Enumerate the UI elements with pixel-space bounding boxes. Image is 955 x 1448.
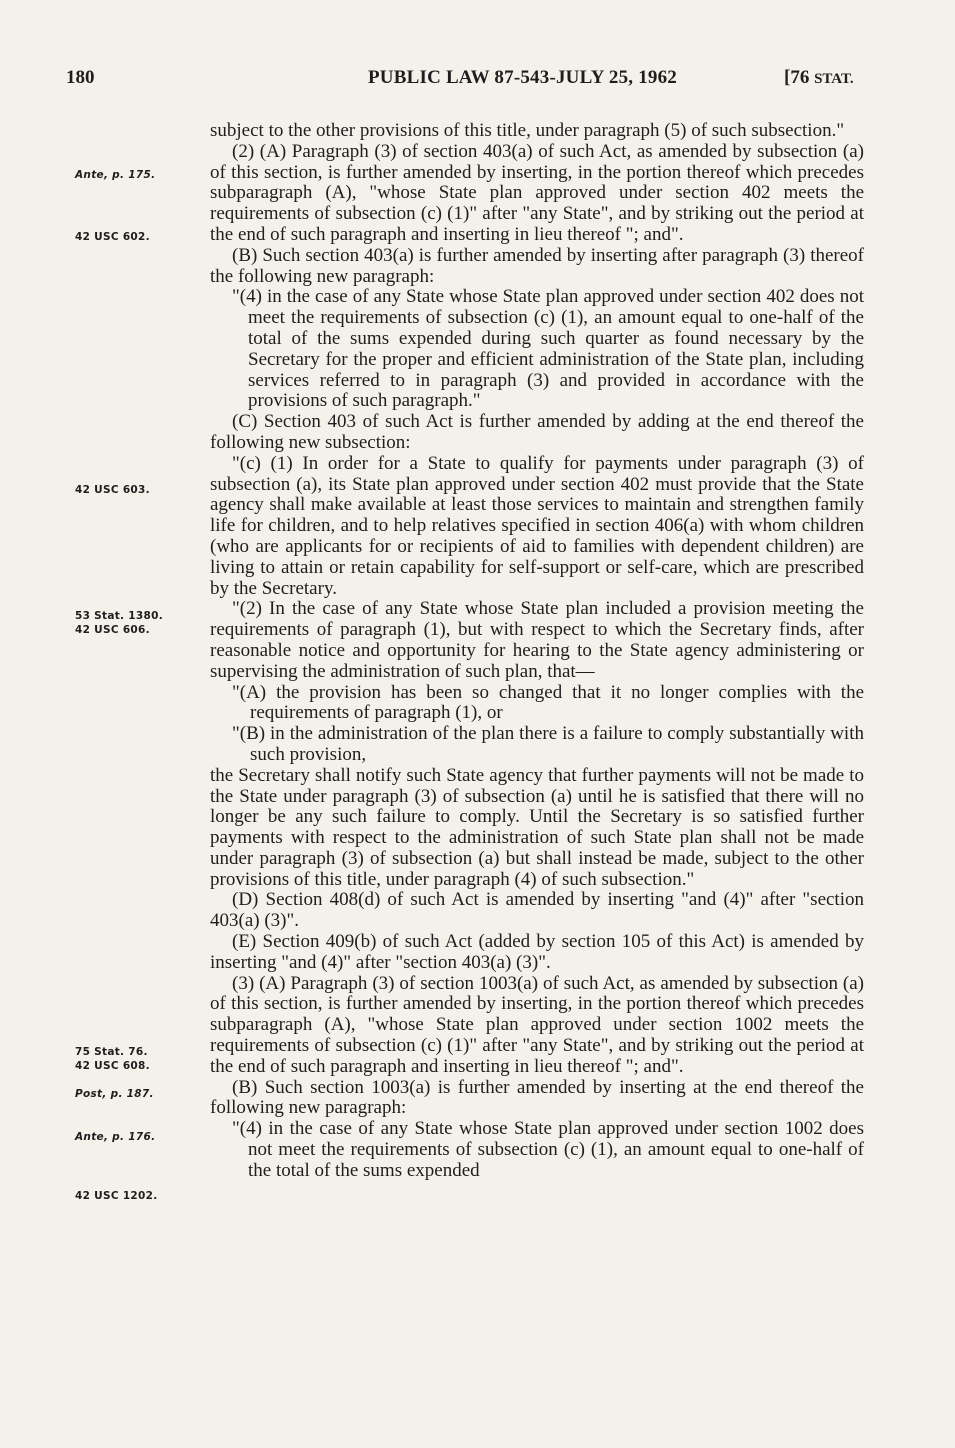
page-number: 180 — [66, 67, 95, 88]
margin-note: Ante, p. 175. — [75, 169, 156, 181]
body-text — [210, 121, 864, 1182]
quoted-clause: "(A) the provision has been so changed that it no longer complies with the requirements of paragraph (1), or — [232, 681, 864, 724]
paragraph: the Secretary shall notify such State agency that further payments will not be made to the State under paragraph (3) of subsection (a) until he is satisfied that there will no longer be any such failure to comply. Until the Secretary is so satisfied further payments with respect to the administration of such State plan shall not be made under paragraph (3) of subsection (a) but shall instead be made, subject to the other provisions of this title, under paragraph (4) of such subsection." — [210, 764, 864, 890]
paragraph: (E) Section 409(b) of such Act (added by section 105 of this Act) is amended by inserting "and (4)" after "section 403(a) (3)". — [210, 931, 864, 973]
paragraph: (D) Section 408(d) of such Act is amended by inserting "and (4)" after "section 403(a) (3)". — [210, 889, 864, 932]
statute-volume-label: STAT. — [814, 71, 854, 87]
statute-volume-number: [76 — [784, 67, 810, 88]
quoted-paragraph: "(4) in the case of any State whose State plan approved under section 402 does not meet the requirements of subsection (c) (1), an amount equal to one-half of the total of the sums expended during such quarter as found necessary by the Secretary for the proper and efficient administration of the State plan, including services referred to in paragraph (3) and provided in accordance with the provisions of such paragraph." — [232, 286, 864, 412]
paragraph: (C) Section 403 of such Act is further amended by adding at the end thereof the following new subsection: — [210, 411, 864, 453]
paragraph: (B) Such section 1003(a) is further amended by inserting at the end thereof the following new paragraph: — [210, 1076, 864, 1119]
statute-volume — [784, 66, 854, 91]
quoted-paragraph: "(4) in the case of any State whose State plan approved under section 1002 does not meet the requirements of subsection (c) (1), an amount equal to one-half of the total of the sums expended — [232, 1118, 864, 1181]
quoted-paragraph: "(2) In the case of any State whose State plan included a provision meeting the requirements of paragraph (1), but with respect to which the Secretary finds, after reasonable notice and opportunity for hearing to the State agency administering or supervising the administration of such plan, that— — [210, 598, 864, 682]
margin-note: 42 USC 603. — [75, 484, 150, 496]
paragraph: (2) (A) Paragraph (3) of section 403(a) of such Act, as amended by subsection (a) of this section, is further amended by inserting, in the portion thereof which precedes subparagraph (A), "whose State plan approved under section 402 meets the requirements of subsection (c) (1)" after "any State", and by striking out the period at the end of such paragraph and inserting in lieu thereof "; and". — [210, 140, 864, 245]
margin-note: 53 Stat. 1380. — [75, 610, 164, 622]
paragraph: (B) Such section 403(a) is further amended by inserting after paragraph (3) thereof the following new paragraph: — [210, 244, 864, 287]
paragraph: subject to the other provisions of this title, under paragraph (5) of such subsection." — [210, 120, 845, 141]
paragraph: (3) (A) Paragraph (3) of section 1003(a) of such Act, as amended by subsection (a) of this section, is further amended by inserting, in the portion thereof which precedes subparagraph (A), "whose State plan approved under section 1002 meets the requirements of subsection (c) (1)" after "any State", and by striking out the period at the end of such paragraph and inserting in lieu thereof "; and". — [210, 972, 864, 1077]
running-title: PUBLIC LAW 87-543-JULY 25, 1962 — [368, 67, 678, 88]
margin-note: 42 USC 1202. — [75, 1190, 158, 1202]
margin-note: 42 USC 608. — [75, 1060, 150, 1072]
margin-note: Ante, p. 176. — [75, 1131, 156, 1143]
margin-note: 42 USC 602. — [75, 231, 150, 243]
margin-note: 42 USC 606. — [75, 624, 150, 636]
margin-note: Post, p. 187. — [75, 1088, 154, 1100]
quoted-paragraph: "(c) (1) In order for a State to qualify for payments under paragraph (3) of subsection (a), its State plan approved under section 402 must provide that the State agency shall make available at least those services to maintain and strengthen family life for children, and to help relatives specified in section 406(a) with whom children (who are applicants for or recipients of aid to families with dependent children) are living to attain or retain capability for self-support or self-care, which are prescribed by the Secretary. — [210, 452, 864, 599]
margin-note: 75 Stat. 76. — [75, 1046, 148, 1058]
quoted-clause: "(B) in the administration of the plan there is a failure to comply substantially with such provision, — [232, 723, 864, 765]
